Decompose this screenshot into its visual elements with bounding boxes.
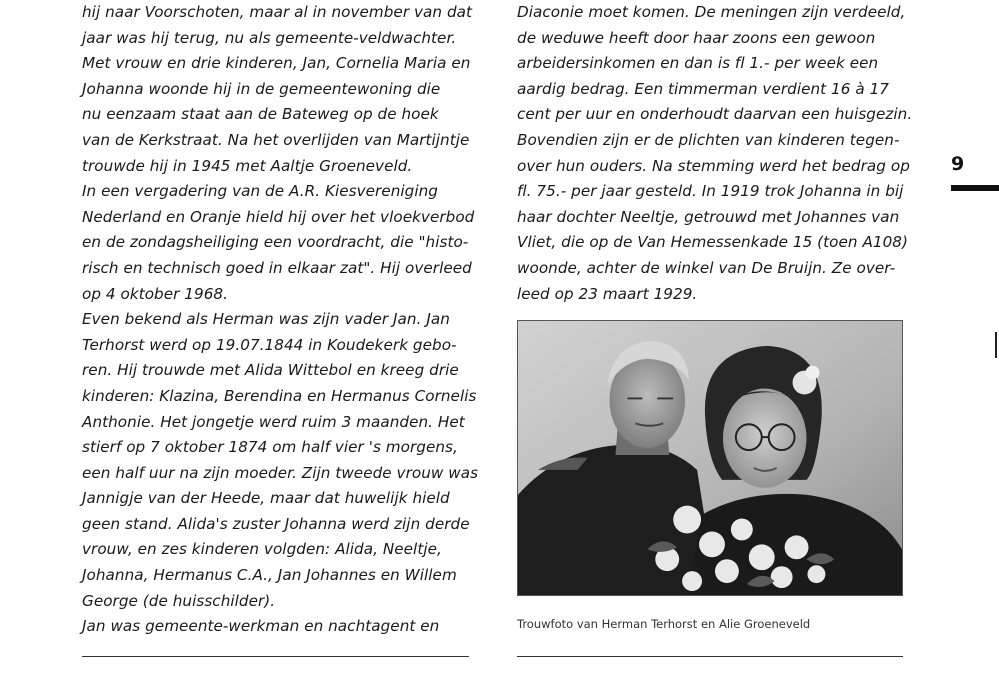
text-line: aardig bedrag. Een timmerman verdient 16 à 17 [517,79,890,98]
footer-rule-left [82,656,469,657]
footer-rule-right [517,656,903,657]
text-line: op 4 oktober 1968. [82,284,229,303]
text-line: risch en technisch goed in elkaar zat". Hij overleed [82,258,472,277]
page-edge-mark [995,332,997,358]
text-line: Anthonie. Het jongetje werd ruim 3 maanden. Het [82,412,465,431]
page-number: 9 [951,153,965,175]
text-line: over hun ouders. Na stemming werd het bedrag op [517,156,910,175]
text-line: Bovendien zijn er de plichten van kinderen tegen- [517,130,900,149]
text-line: van de Kerkstraat. Na het overlijden van Martijntje [82,130,470,149]
text-line: nu eenzaam staat aan de Bateweg op de hoek [82,105,439,124]
wedding-photo-illustration [518,321,902,595]
text-line: vrouw, en zes kinderen volgden: Alida, Neeltje, [82,540,442,559]
text-line: Jan was gemeente-werkman en nachtagent en [82,617,440,636]
wedding-photo [517,320,903,596]
text-line: Johanna woonde hij in de gemeentewoning die [82,79,441,98]
text-line: Terhorst werd op 19.07.1844 in Koudekerk gebo- [82,335,457,354]
text-line: Nederland en Oranje hield hij over het vloekverbod [82,207,475,226]
text-line: de weduwe heeft door haar zoons een gewoon [517,28,876,47]
text-line: kinderen: Klazina, Berendina en Hermanus Cornelis [82,386,477,405]
text-line: George (de huisschilder). [82,591,276,610]
text-line: Met vrouw en drie kinderen, Jan, Cornelia Maria en [82,54,471,73]
text-line: hij naar Voorschoten, maar al in november van dat [82,3,472,21]
text-line: jaar was hij terug, nu als gemeente-veldwachter. [82,28,457,47]
text-line: Jannigje van der Heede, maar dat huwelijk hield [82,489,450,508]
text-line: Even bekend als Herman was zijn vader Jan. Jan [82,310,450,329]
photo-caption: Trouwfoto van Herman Terhorst en Alie Groeneveld [517,617,811,631]
text-line: Johanna, Hermanus C.A., Jan Johannes en Willem [82,566,457,585]
text-line: ren. Hij trouwde met Alida Wittebol en kreeg drie [82,361,459,380]
page-tab-marker [951,185,999,191]
text-line: In een vergadering van de A.R. Kiesvereniging [82,182,438,201]
text-line: woonde, achter de winkel van De Bruijn. Ze over- [517,258,896,277]
text-line: geen stand. Alida's zuster Johanna werd zijn derde [82,514,470,533]
left-text-column [82,0,482,640]
text-line: Diaconie moet komen. De meningen zijn verdeeld, [517,3,906,21]
text-line: arbeidersinkomen en dan is fl 1.- per week een [517,54,879,73]
text-line: een half uur na zijn moeder. Zijn tweede vrouw was [82,463,479,482]
text-line: trouwde hij in 1945 met Aaltje Groeneveld. [82,156,413,175]
text-line: haar dochter Neeltje, getrouwd met Johannes van [517,207,900,226]
text-line: Vliet, die op de Van Hemessenkade 15 (toen A108) [517,233,908,252]
text-line: cent per uur en onderhoudt daarvan een huisgezin. [517,105,913,124]
text-line: leed op 23 maart 1929. [517,284,698,303]
right-text-column [517,0,917,307]
text-line: stierf op 7 oktober 1874 om half vier 's morgens, [82,438,458,457]
text-line: fl. 75.- per jaar gesteld. In 1919 trok Johanna in bij [517,182,904,201]
text-line: en de zondagsheiliging een voordracht, die "histo- [82,233,469,252]
